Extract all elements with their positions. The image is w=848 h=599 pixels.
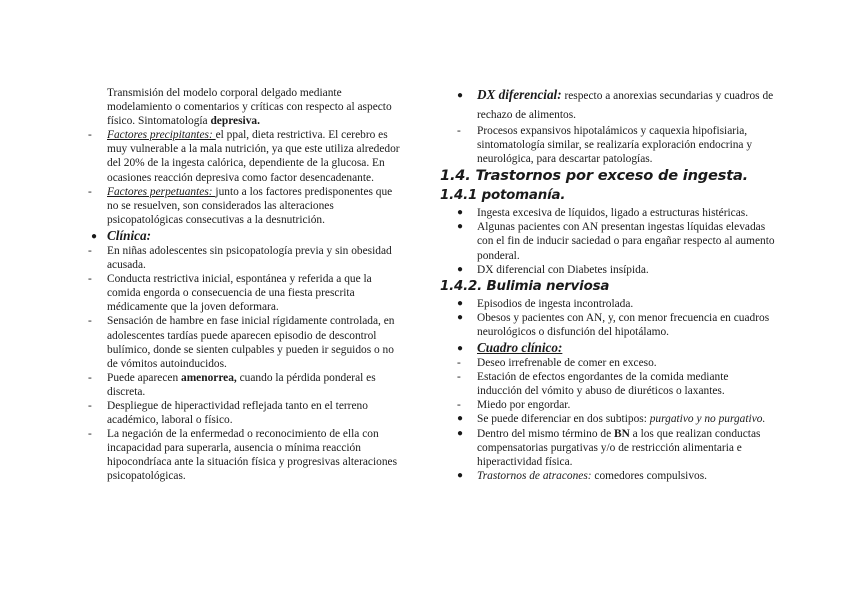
potomania-item-text: Ingesta excesiva de líquidos, ligado a estructuras histéricas. [477,207,749,220]
atracones-italic: Trastornos de atracones: [477,469,592,482]
dx-text: respecto a anorexias secundarias y cuadros de rechazo de alimentos. [477,90,774,121]
bn-item [440,427,776,469]
clinica-item-text: Despliegue de hiperactividad reflejada tanto en el terreno académico, laboral o físico. [107,399,368,427]
left-column [88,86,404,484]
potomania-item [440,220,776,262]
section-heading-1-4-2 [440,277,776,297]
bulimia-item [440,297,776,311]
bullet-marker: ● [457,343,464,355]
perpetuantes-text: junto a los factores predisponentes que no se resuelven, son considerados las alteraciones psicopatológicas consecutivas a la desnutrición. [107,185,393,226]
precipitantes-text: el ppal, dieta restrictiva. El cerebro es muy vulnerable a la mala nutrición, ya que este utiliza alrededor del 20% de la ingesta calórica, dependiente de la glucosa. En ocasiones reacción depresiva como factor desencadenante. [107,129,400,184]
clinica-heading [88,227,404,244]
bullet-marker: ● [457,413,464,425]
bullet-marker: ● [457,469,464,481]
intro-text: Transmisión del modelo corporal delgado mediante modelamiento o comentarios y críticas con respecto al aspecto físico. Sintomatología [107,87,392,128]
precipitantes-item [88,128,404,184]
cuadro-item [440,398,776,412]
amenorrea-post: cuando la pérdida ponderal es discreta. [107,371,376,398]
cuadro-item-text: Miedo por engordar. [477,399,571,412]
cuadro-item [440,356,776,370]
dash-marker: - [88,244,92,257]
amenorrea-item [88,371,404,399]
amenorrea-bold: amenorrea, [181,371,237,384]
clinica-item [88,399,404,427]
clinica-item [88,244,404,272]
cuadro-clinico-heading [440,339,776,356]
bullet-marker: ● [457,221,464,233]
bullet-marker: ● [457,263,464,275]
dash-marker: - [457,399,461,412]
bullet-marker: ● [457,207,464,219]
clinica-item-text: La negación de la enfermedad o reconocimiento de ella con incapacidad para superarla, ausencia o mínima reacción hipocondríaca ante la situación física y progresivas alteraciones psicopatológicas. [107,428,398,483]
atracones-item [440,469,776,483]
dash-marker: - [88,371,92,384]
potomania-item [440,206,776,220]
section-heading-1-4-1 [440,186,776,206]
bulimia-item-text: Obesos y pacientes con AN, y, con menor frecuencia en cuadros neurológicos o disfunción del hipotálamo. [477,311,770,338]
section-heading-1-4 [440,166,776,186]
clinica-item [88,427,404,483]
dash-marker: - [457,125,461,137]
dx-sub-text: Procesos expansivos hipotalámicos y caquexia hipofisiaria, sintomatología similar, se realizaría exploración endocrina y neurológica, para descartar patologías. [477,125,753,166]
potomania-item-text: DX diferencial con Diabetes insípida. [477,263,649,276]
heading-1-4-text: 1.4. Trastornos por exceso de ingesta. [440,167,748,185]
potomania-item-text: Algunas pacientes con AN presentan ingestas líquidas elevadas con el fin de inducir saciedad o para engañar respecto al aumento ponderal. [477,221,775,262]
clinica-item-text: En niñas adolescentes sin psicopatología previa y sin obesidad acusada. [107,244,392,272]
bullet-marker: ● [457,427,464,439]
clinica-item-text: Conducta restrictiva inicial, espontánea y referida a que la comida engorda o consecuencia de una fiesta prescrita médicamente que la joven deformara. [107,273,372,314]
clinica-item-text: Sensación de hambre en fase inicial rígidamente controlada, en adolescentes tardías puede aparecen episodio de descontrol bulímico, donde se sienten culpables y pueden ir seguidos o no de vómitos autoinducidos. [107,315,395,370]
perpetuantes-item [88,185,404,227]
dash-marker: - [457,357,461,370]
bulimia-item-text: Episodios de ingesta incontrolada. [477,297,634,310]
cuadro-item [440,370,776,398]
subtipos-italic: purgativo y no purgativo. [649,413,766,426]
right-column [440,86,776,483]
heading-1-4-1-text: 1.4.1 potomanía. [440,188,566,204]
potomania-item [440,263,776,277]
bn-pre: Dentro del mismo término de [477,427,614,440]
dash-marker: - [88,273,92,286]
clinica-title: Clínica: [107,227,151,243]
amenorrea-pre: Puede aparecen [107,371,181,384]
atracones-post: comedores compulsivos. [591,469,708,482]
intro-paragraph [88,86,404,128]
perpetuantes-label: Factores perpetuantes: [107,185,216,198]
bulimia-item [440,311,776,339]
cuadro-clinico-title: Cuadro clínico: [477,340,563,356]
dx-label: DX diferencial: [477,87,562,102]
bullet-marker: ● [457,311,464,323]
dash-marker: - [457,371,461,384]
bullet-marker: ● [457,297,464,309]
bn-bold: BN [613,427,630,440]
cuadro-item-text: Estación de efectos engordantes de la comida mediante inducción del vómito y abuso de diuréticos o laxantes. [477,371,729,398]
precipitantes-label: Factores precipitantes: [107,129,216,142]
clinica-item [88,272,404,314]
dash-marker: - [88,428,92,441]
bullet-marker: ● [91,230,98,242]
dx-diferencial-item [440,86,776,124]
dash-marker: - [88,315,92,328]
bullet-marker: ● [457,90,464,101]
dx-sub-item [440,124,776,166]
intro-bold: depresiva. [210,115,260,128]
subtipos-item [440,412,776,426]
dash-marker: - [88,185,92,198]
bn-post: a los que realizan conductas compensatorias purgativas y/o de restricción alimentaria e hiperactividad física. [477,427,761,468]
dash-marker: - [88,129,92,142]
heading-1-4-2-text: 1.4.2. Bulimia nerviosa [440,278,610,294]
cuadro-item-text: Deseo irrefrenable de comer en exceso. [477,357,657,370]
dash-marker: - [88,399,92,412]
clinica-item [88,314,404,370]
subtipos-pre: Se puede diferenciar en dos subtipos: [477,413,650,426]
